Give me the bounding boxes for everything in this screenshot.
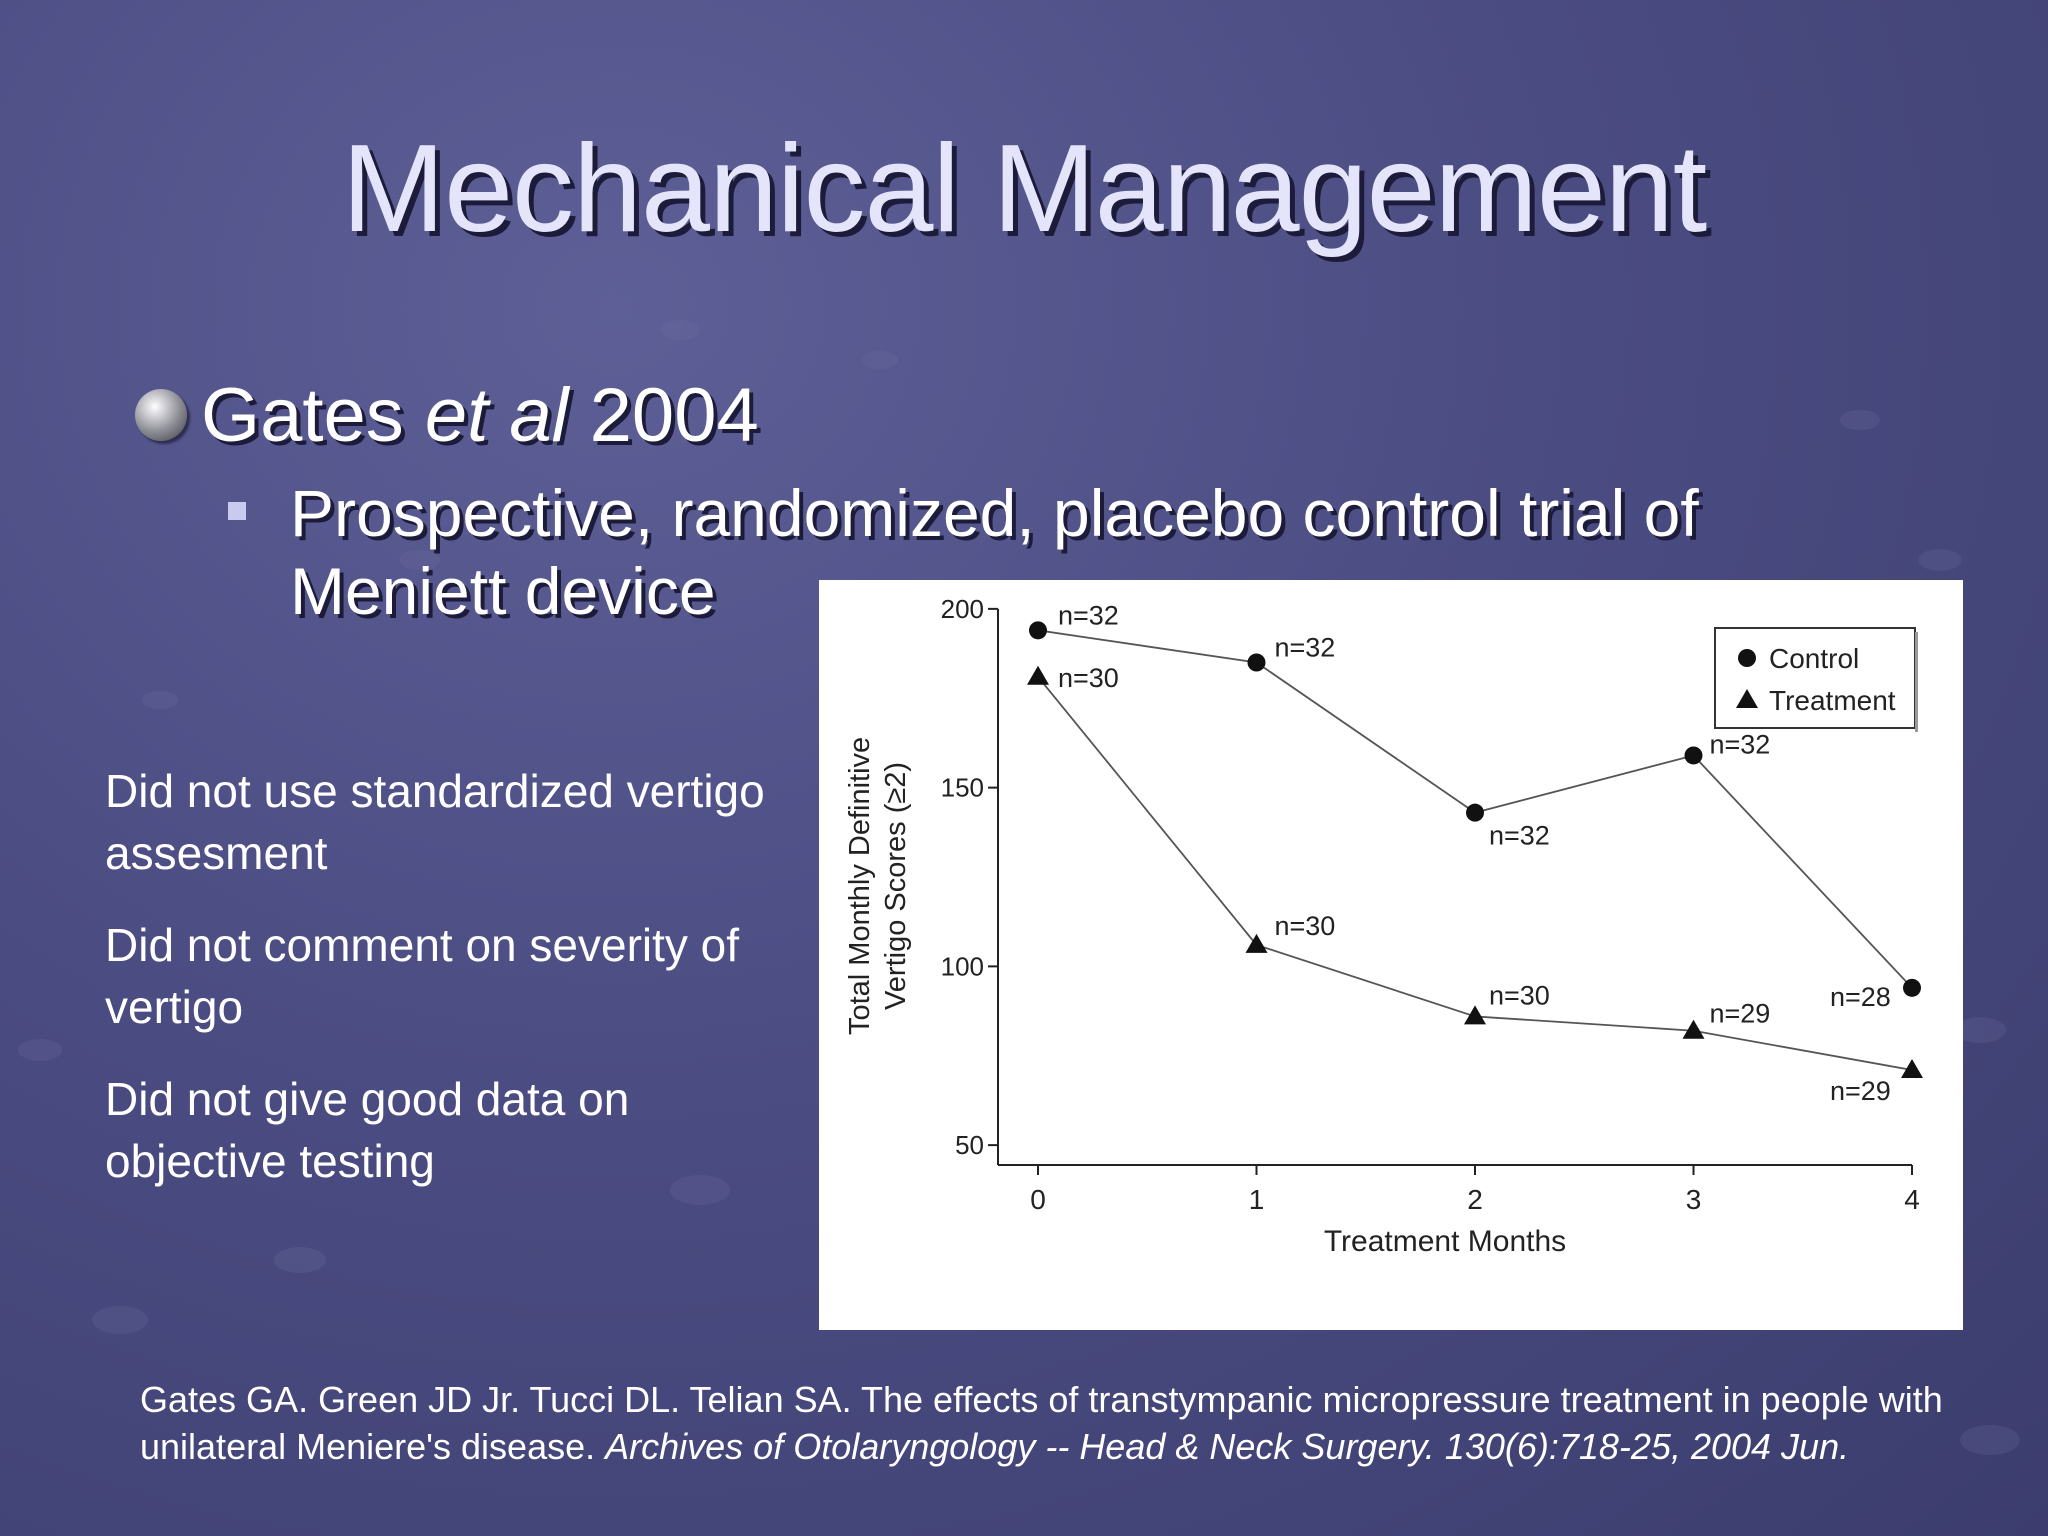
data-label: n=29 <box>1709 998 1771 1029</box>
y-tick-label: 100 <box>940 951 984 982</box>
data-point-treatment <box>1464 1005 1486 1024</box>
data-point-control <box>1685 746 1703 764</box>
y-tick-label: 50 <box>955 1130 984 1161</box>
citation-italic: Archives of Otolaryngology -- Head & Neck Surgery. 130(6):718-25, 2004 Jun. <box>605 1426 1850 1467</box>
data-label: n=30 <box>1274 910 1336 941</box>
data-point-control <box>1903 979 1921 997</box>
data-point-control <box>1248 654 1266 672</box>
bullet-suffix: 2004 <box>568 372 759 458</box>
y-tick-label: 150 <box>940 772 984 803</box>
legend-shadow <box>1915 632 1918 732</box>
data-point-control <box>1466 804 1484 822</box>
citation-plain: Gates GA. Green JD Jr. Tucci DL. Telian SA. The effects of transtympanic micropressure treatment in people with unilateral Meniere's disease. <box>140 1379 1943 1467</box>
data-label: n=32 <box>1709 729 1771 760</box>
note-item: Did not comment on severity of vertigo <box>105 919 740 1033</box>
slide-title: Mechanical Management <box>341 120 1707 258</box>
legend-label: Treatment <box>1769 685 1896 716</box>
bullet-italic: et al <box>424 372 569 458</box>
chart-panel <box>819 580 1963 1330</box>
bullet-level1 <box>135 370 759 460</box>
data-point-treatment <box>1683 1020 1705 1039</box>
x-axis-label: Treatment Months <box>1323 1225 1567 1258</box>
y-tick-label: 200 <box>940 593 984 624</box>
x-tick-label: 0 <box>1030 1184 1046 1215</box>
notes-list <box>105 760 785 1222</box>
data-label: n=30 <box>1058 662 1119 693</box>
legend-marker-control <box>1738 649 1756 667</box>
sub-bullet-text: Prospective, randomized, placebo control trial of Meniett device <box>290 476 1699 628</box>
data-label: n=32 <box>1489 820 1550 851</box>
sphere-bullet-icon <box>135 389 187 441</box>
bullet-text <box>201 372 759 459</box>
data-label: n=28 <box>1830 981 1891 1012</box>
line-chart <box>819 580 1963 1330</box>
data-point-control <box>1029 621 1047 639</box>
x-tick-label: 2 <box>1467 1184 1483 1215</box>
x-tick-label: 1 <box>1248 1184 1265 1215</box>
data-label: n=30 <box>1489 980 1550 1011</box>
citation <box>140 1376 1970 1470</box>
bullet-prefix: Gates <box>201 372 425 458</box>
data-point-treatment <box>1027 666 1049 685</box>
x-tick-label: 4 <box>1904 1184 1920 1215</box>
data-label: n=32 <box>1058 600 1119 631</box>
y-axis-label: Total Monthly Definitive <box>844 736 876 1036</box>
data-label: n=32 <box>1274 632 1336 663</box>
y-axis-label: Vertigo Scores (≥2) <box>880 761 912 1010</box>
note-item: Did not use standardized vertigo assesment <box>105 765 765 879</box>
legend-label: Control <box>1769 643 1860 674</box>
data-label: n=29 <box>1830 1076 1891 1107</box>
note-item: Did not give good data on objective testing <box>105 1073 630 1187</box>
square-bullet-icon <box>228 502 246 520</box>
x-tick-label: 3 <box>1685 1184 1702 1215</box>
